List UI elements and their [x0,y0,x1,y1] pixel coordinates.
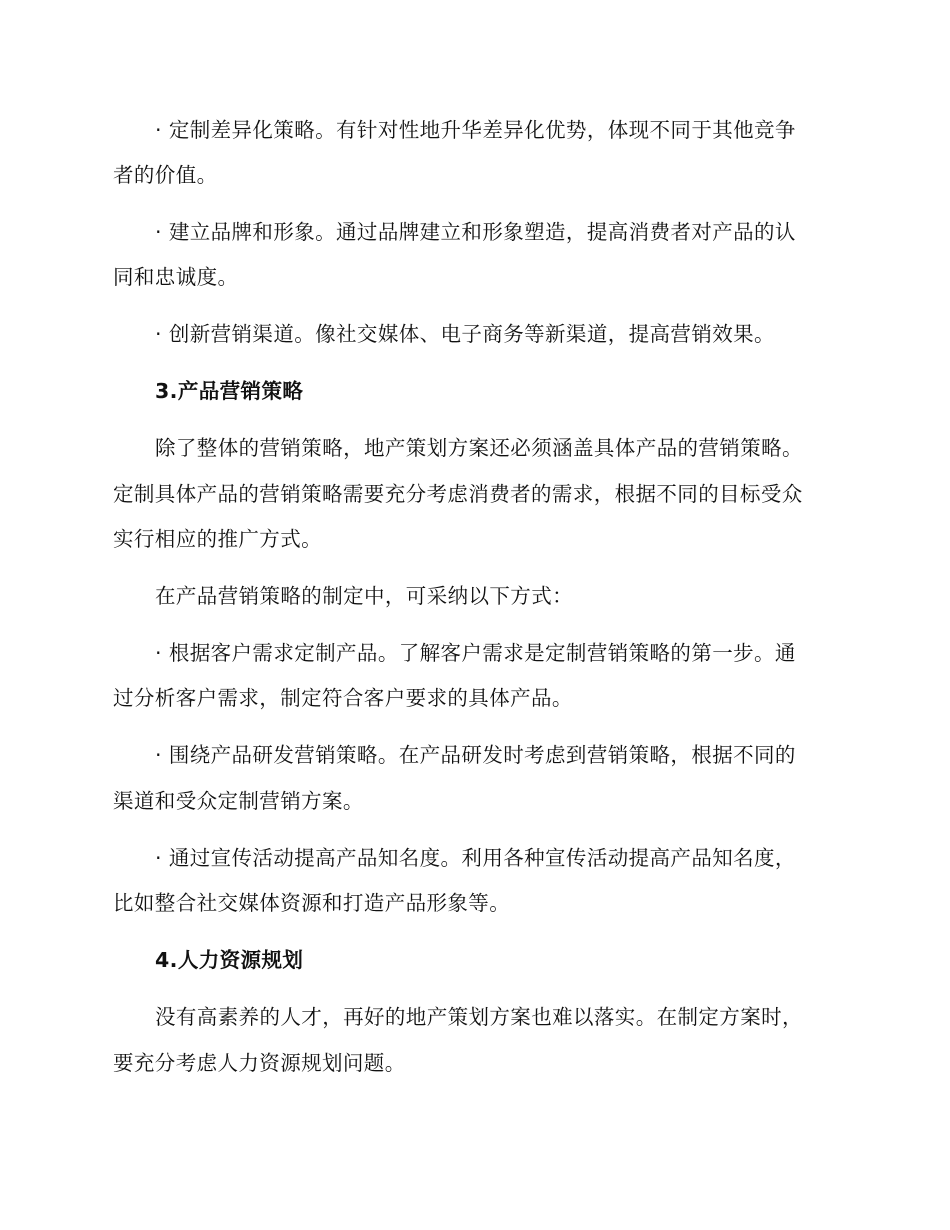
bullet-line: · 根据客户需求定制产品。了解客户需求是定制营销策略的第一步。通 [155,641,796,665]
bullet-line: · 定制差异化策略。有针对性地升华差异化优势，体现不同于其他竞争 [155,118,796,142]
paragraph-line: 没有高素养的人才，再好的地产策划方案也难以落实。在制定方案时， [155,1005,803,1029]
bullet-line: · 建立品牌和形象。通过品牌建立和形象塑造，提高消费者对产品的认 [155,220,796,244]
paragraph-line: 定制具体产品的营销策略需要充分考虑消费者的需求，根据不同的目标受众 [113,482,803,506]
bullet-line: · 围绕产品研发营销策略。在产品研发时考虑到营销策略，根据不同的 [155,743,796,767]
section-heading: 3.产品营销策略 [155,379,304,403]
paragraph-line: 实行相应的推广方式。 [113,527,322,551]
paragraph-line: 要充分考虑人力资源规划问题。 [113,1051,406,1075]
paragraph-line: 过分析客户需求，制定符合客户要求的具体产品。 [113,686,573,710]
paragraph-line: 同和忠诚度。 [113,265,239,289]
paragraph-line: 在产品营销策略的制定中，可采纳以下方式： [155,584,573,608]
bullet-line: · 通过宣传活动提高产品知名度。利用各种宣传活动提高产品知名度， [155,846,796,870]
paragraph-line: 者的价值。 [113,163,218,187]
paragraph-line: 渠道和受众定制营销方案。 [113,789,364,813]
paragraph-line: 比如整合社交媒体资源和打造产品形象等。 [113,891,511,915]
bullet-line: · 创新营销渠道。像社交媒体、电子商务等新渠道，提高营销效果。 [155,322,775,346]
section-heading: 4.人力资源规划 [155,948,304,972]
paragraph-line: 除了整体的营销策略，地产策划方案还必须涵盖具体产品的营销策略。 [155,436,803,460]
